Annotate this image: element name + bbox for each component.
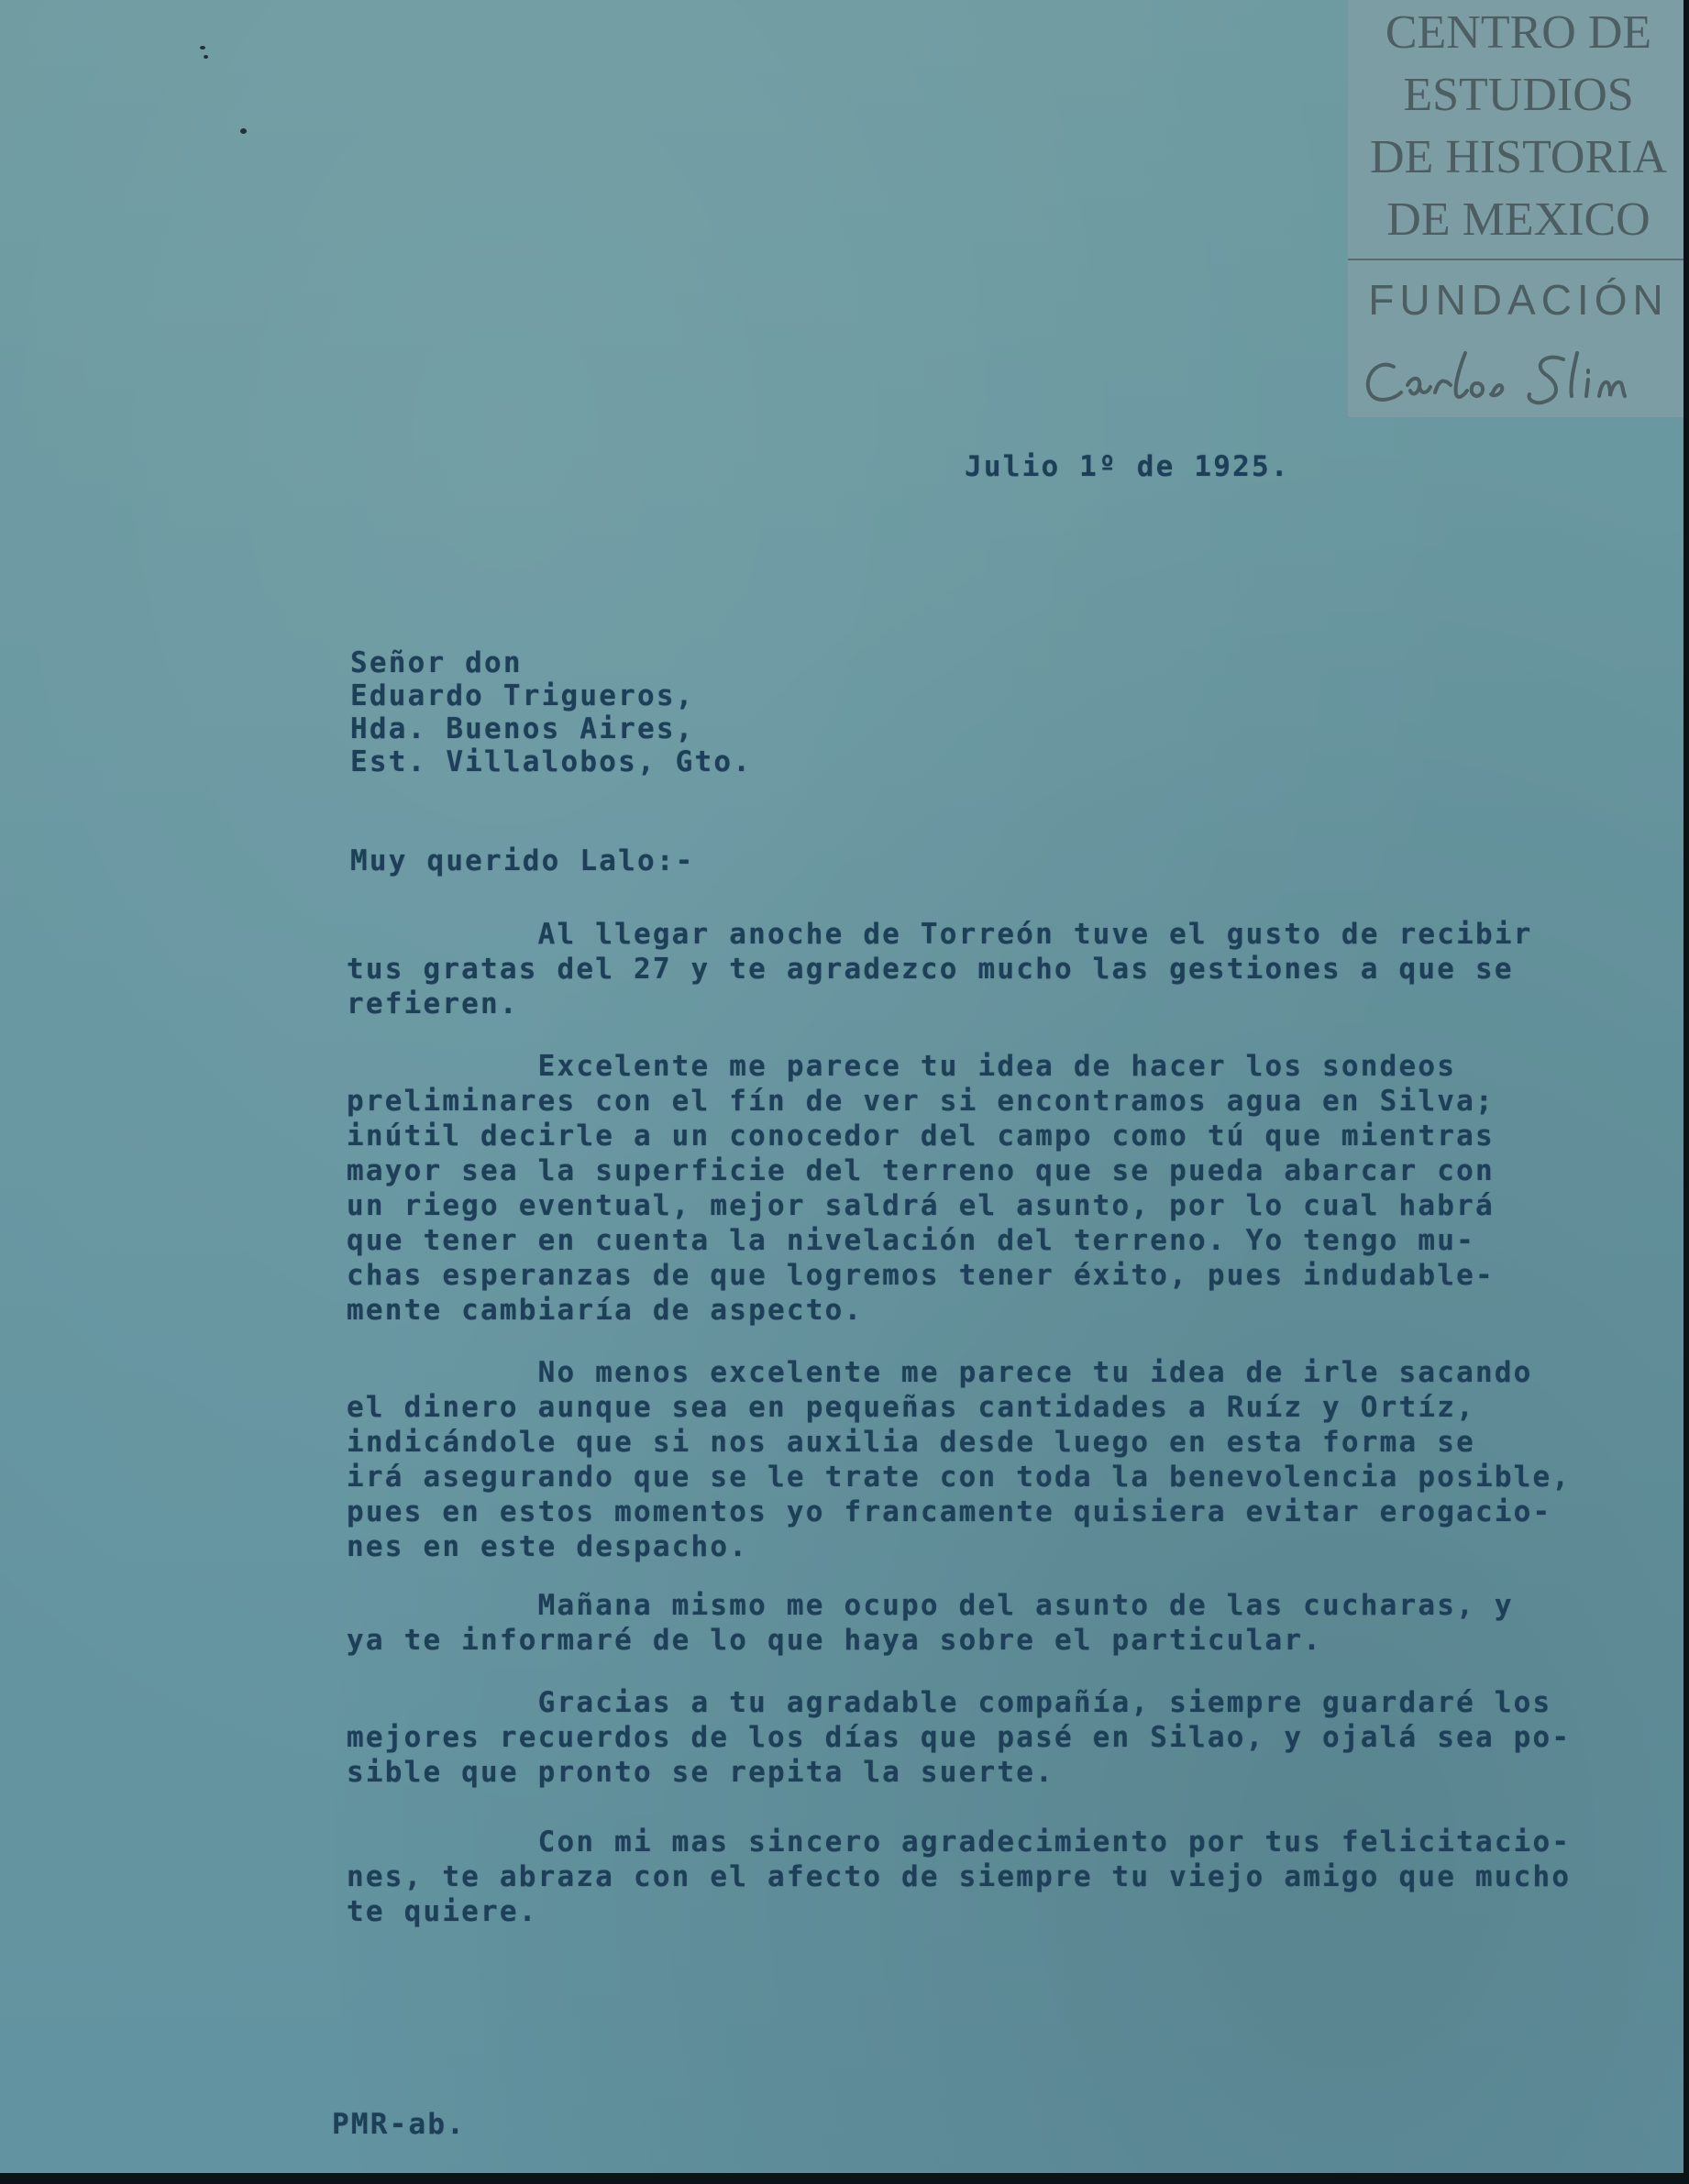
archive-stamp [1348,0,1683,417]
letter-paragraph: Mañana mismo me ocupo del asunto de las cucharas, y ya te informaré de lo que haya sobre el particular. [347,1589,1514,1657]
letter-paragraph: Gracias a tu agradable compañía, siempre guardaré los mejores recuerdos de los días que pasé en Silao, y ojalá sea po- sible que pronto se repita la suerte. [347,1686,1572,1789]
stamp-line: CENTRO DE [1385,6,1652,59]
letter-date: Julio 1º de 1925. [965,450,1290,483]
signature-logo [1357,339,1680,413]
page-edge [1683,0,1689,2184]
letter-paragraph: Con mi mas sincero agradecimiento por tus felicitacio- nes, te abraza con el afecto de siempre tu viejo amigo que mucho te quiere. [347,1826,1572,1928]
stamp-line: ESTUDIOS [1403,69,1634,121]
letter-paragraph: No menos excelente me parece tu idea de irle sacando el dinero aunque sea en pequeñas cantidades a Ruíz y Ortíz, indicándole que si nos auxilia desde luego en esta forma se irá asegurando que se le trate con toda la benevolencia posible, pues en estos momentos yo francamente quisiera evitar erogacio- nes en este despacho. [347,1356,1572,1563]
stamp-line: DE MEXICO [1386,193,1650,246]
paper-speck [204,55,208,59]
letter-paragraph: Excelente me parece tu idea de hacer los sondeos preliminares con el fín de ver si encontramos agua en Silva; inútil decirle a un conocedor del campo como tú que mientras mayor sea la superficie del terreno que se pueda abarcar con un riego eventual, mejor saldrá el asunto, por lo cual habrá que tener en cuenta la nivelación del terreno. Yo tengo mu- chas esperanzas de que logremos tener éxito, pues indudable- mente cambiaría de aspecto. [347,1050,1495,1327]
page-edge [0,2173,1689,2184]
stamp-divider [1348,259,1683,260]
typist-initials: PMR-ab. [332,2108,467,2141]
stamp-foundation: FUNDACIÓN [1368,276,1669,324]
salutation: Muy querido Lalo:- [350,844,695,877]
recipient-address: Señor don Eduardo Trigueros, Hda. Buenos Aires, Est. Villalobos, Gto. [350,646,753,778]
stamp-line: DE HISTORIA [1369,131,1668,183]
paper-speck [200,46,205,50]
letter-paragraph: Al llegar anoche de Torreón tuve el gusto de recibir tus gratas del 27 y te agradezco mucho las gestiones a que se refieren. [347,918,1533,1020]
paper-speck [240,128,247,134]
